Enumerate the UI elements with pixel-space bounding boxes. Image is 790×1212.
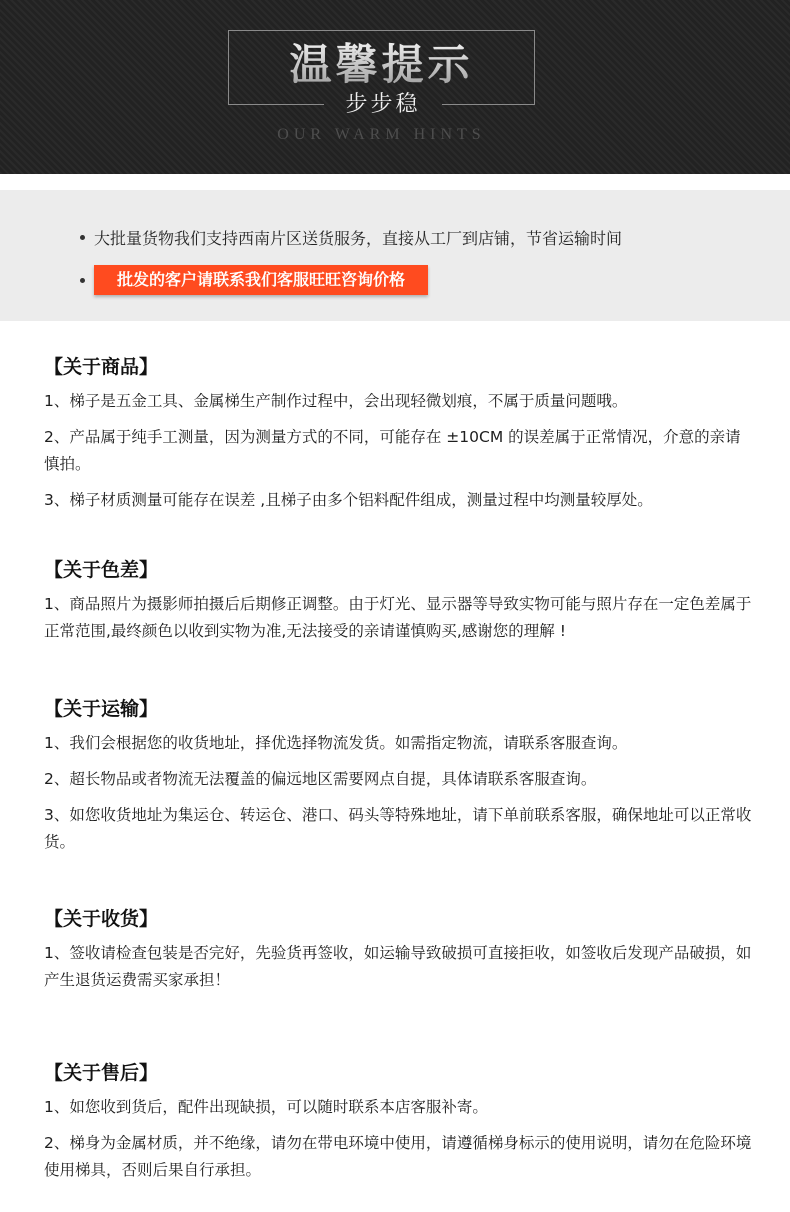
highlight-tag: 批发的客户请联系我们客服旺旺咨询价格 bbox=[94, 265, 428, 295]
notice-band bbox=[0, 190, 790, 321]
section-product bbox=[44, 354, 754, 523]
section-receiving bbox=[44, 906, 754, 1003]
section-shipping bbox=[44, 696, 754, 865]
section-item: 2、产品属于纯手工测量，因为测量方式的不同，可能存在 ±10CM 的误差属于正常情况，介意的亲请慎拍。 bbox=[44, 428, 741, 473]
notice-item-highlight bbox=[80, 265, 428, 295]
section-item: 1、如您收到货后，配件出现缺损，可以随时联系本店客服补寄。 bbox=[44, 1098, 488, 1116]
notice-text: 大批量货物我们支持西南片区送货服务，直接从工厂到店铺，节省运输时间 bbox=[94, 229, 623, 248]
frame-divider-right bbox=[442, 104, 535, 105]
section-title: 【关于收货】 bbox=[44, 908, 159, 930]
bullet-icon bbox=[80, 235, 85, 240]
notice-item bbox=[80, 226, 622, 249]
section-aftersales bbox=[44, 1060, 754, 1193]
section-title: 【关于商品】 bbox=[44, 356, 159, 378]
section-color bbox=[44, 557, 754, 654]
header-banner bbox=[0, 0, 790, 174]
page-subtitle: 步步稳 bbox=[345, 92, 421, 117]
section-item: 1、梯子是五金工具、金属梯生产制作过程中，会出现轻微划痕，不属于质量问题哦。 bbox=[44, 392, 628, 410]
page-title: 温馨提示 bbox=[228, 40, 535, 90]
section-item: 3、如您收货地址为集运仓、转运仓、港口、码头等特殊地址，请下单前联系客服，确保地址可以正常收货。 bbox=[44, 806, 752, 851]
english-subtitle: OUR WARM HINTS bbox=[277, 126, 486, 143]
section-item: 2、超长物品或者物流无法覆盖的偏远地区需要网点自提，具体请联系客服查询。 bbox=[44, 770, 597, 788]
section-title: 【关于售后】 bbox=[44, 1062, 159, 1084]
frame-divider-left bbox=[228, 104, 324, 105]
section-title: 【关于色差】 bbox=[44, 559, 159, 581]
section-item: 3、梯子材质测量可能存在误差 ,且梯子由多个铝料配件组成，测量过程中均测量较厚处。 bbox=[44, 491, 653, 509]
section-item: 1、我们会根据您的收货地址，择优选择物流发货。如需指定物流，请联系客服查询。 bbox=[44, 734, 628, 752]
section-item: 2、梯身为金属材质，并不绝缘，请勿在带电环境中使用，请遵循梯身标示的使用说明，请勿在危险环境使用梯具，否则后果自行承担。 bbox=[44, 1134, 752, 1179]
section-item: 1、商品照片为摄影师拍摄后后期修正调整。由于灯光、显示器等导致实物可能与照片存在一定色差属于正常范围,最终颜色以收到实物为准,无法接受的亲请谨慎购买,感谢您的理解 ! bbox=[44, 595, 752, 640]
bullet-icon bbox=[80, 278, 85, 283]
section-title: 【关于运输】 bbox=[44, 698, 159, 720]
section-item: 1、签收请检查包装是否完好，先验货再签收，如运输导致破损可直接拒收，如签收后发现产品破损，如产生退货运费需买家承担！ bbox=[44, 944, 752, 989]
